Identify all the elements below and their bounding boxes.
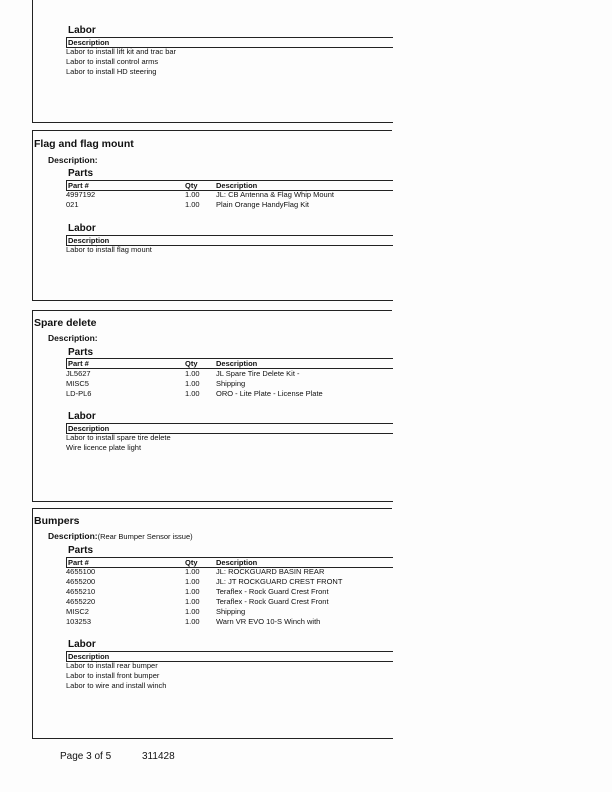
parts-header-description: Description <box>216 359 258 368</box>
parts-list <box>66 567 392 627</box>
description-label: Description:(Rear Bumper Sensor issue) <box>48 531 193 541</box>
description-label: Description: <box>48 155 98 165</box>
parts-header-qty: Qty <box>185 558 198 567</box>
parts-title: Parts <box>68 168 94 179</box>
parts-header-part: Part # <box>68 558 89 567</box>
table-row: 021 1.00 Plain Orange HandyFlag Kit <box>66 200 309 209</box>
table-row: 4655210 1.00 Teraflex - Rock Guard Crest Front <box>66 587 329 596</box>
description-label: Description: <box>48 333 98 343</box>
section-title: Spare delete <box>34 317 97 329</box>
parts-header-part: Part # <box>68 181 89 190</box>
table-row: 4997192 1.00 JL: CB Antenna & Flag Whip Mount <box>66 190 334 199</box>
labor-header-description: Description <box>68 38 110 47</box>
labor-header-description: Description <box>68 652 110 661</box>
labor-title: Labor <box>68 639 96 650</box>
parts-title: Parts <box>68 347 94 358</box>
table-row: LD-PL6 1.00 ORO - Lite Plate - License Plate <box>66 389 323 398</box>
parts-title: Parts <box>68 545 94 556</box>
table-row: 4655100 1.00 JL: ROCKGUARD BASIN REAR <box>66 567 325 576</box>
labor-title: Labor <box>68 411 96 422</box>
labor-title: Labor <box>68 25 96 36</box>
parts-list <box>66 369 392 399</box>
labor-title: Labor <box>68 223 96 234</box>
parts-list <box>66 190 392 210</box>
labor-header-description: Description <box>68 236 110 245</box>
parts-header-qty: Qty <box>185 359 198 368</box>
document-number: 311428 <box>142 751 175 762</box>
table-row: 4655200 1.00 JL: JT ROCKGUARD CREST FRONT <box>66 577 343 586</box>
parts-header-description: Description <box>216 181 258 190</box>
labor-header-description: Description <box>68 424 110 433</box>
section-title: Flag and flag mount <box>34 138 134 150</box>
page-number: Page 3 of 5 <box>60 751 112 762</box>
table-row: 4655220 1.00 Teraflex - Rock Guard Crest Front <box>66 597 329 606</box>
table-row: JL5627 1.00 JL Spare Tire Delete Kit - <box>66 369 300 378</box>
section-title: Bumpers <box>34 515 80 527</box>
table-row: MISC2 1.00 Shipping <box>66 607 246 616</box>
table-row: 103253 1.00 Warn VR EVO 10-S Winch with <box>66 617 321 626</box>
parts-header-description: Description <box>216 558 258 567</box>
parts-header-part: Part # <box>68 359 89 368</box>
table-row: MISC5 1.00 Shipping <box>66 379 246 388</box>
parts-header-qty: Qty <box>185 181 198 190</box>
